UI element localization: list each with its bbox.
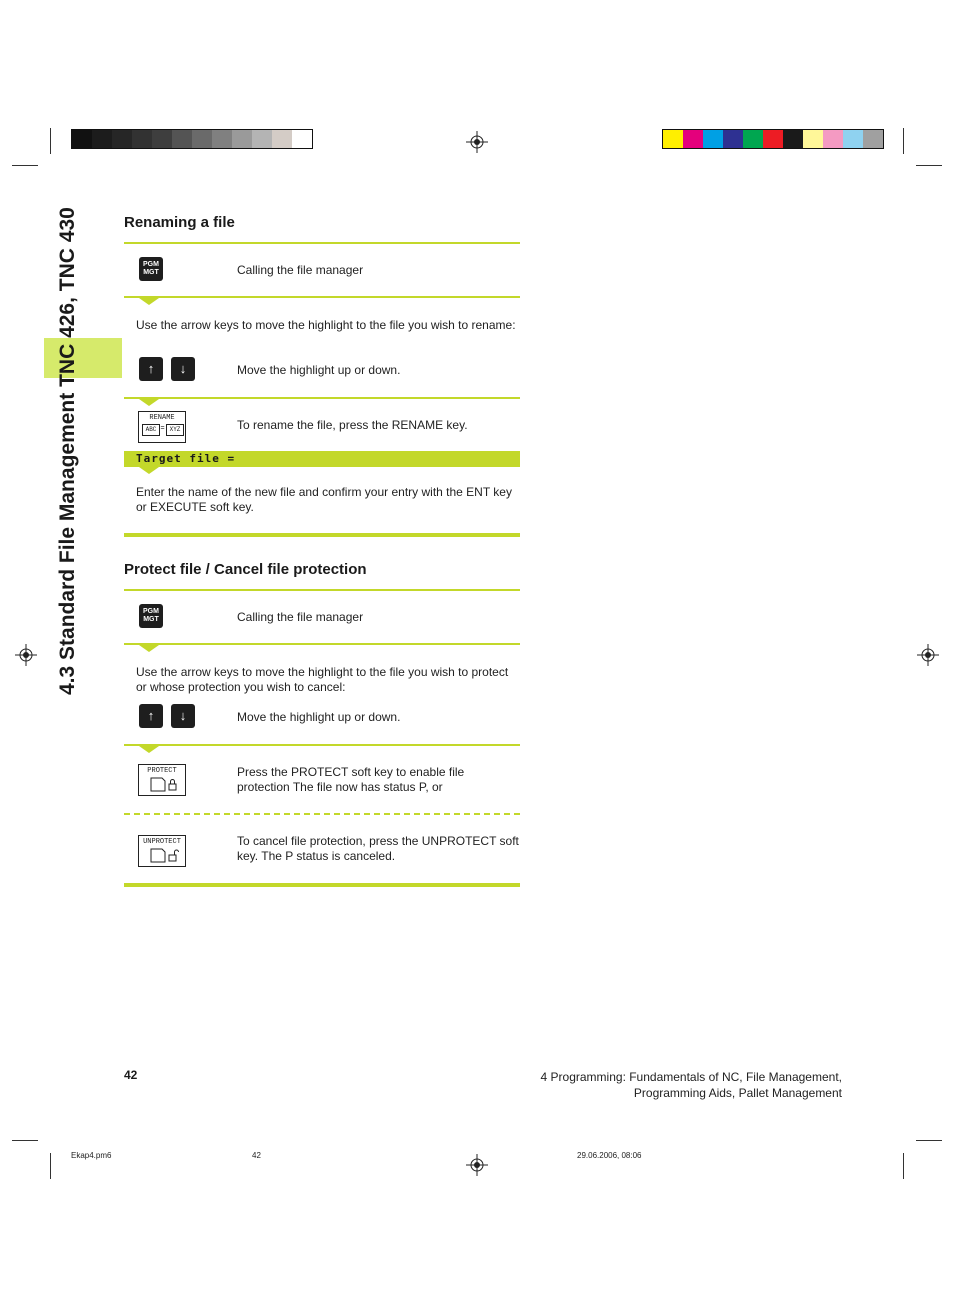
slug-filename: Ekap4.pm6 (71, 1151, 112, 1160)
crop-mark (12, 165, 38, 166)
gray-swatch (192, 130, 212, 148)
rename-softkey (138, 411, 186, 443)
section-end-rule (124, 533, 520, 537)
section-end-rule (124, 883, 520, 887)
arrow-up-icon: ↑ (147, 708, 155, 723)
divider (124, 397, 520, 399)
color-swatch (723, 130, 743, 148)
protect-softkey (138, 764, 186, 796)
running-title: 4.3 Standard File Management TNC 426, TNC 430 (56, 207, 79, 695)
crop-mark (903, 1153, 904, 1179)
color-swatch (743, 130, 763, 148)
slug-timestamp: 29.06.2006, 08:06 (577, 1151, 642, 1160)
dashed-divider (124, 813, 520, 815)
gray-swatch (172, 130, 192, 148)
unprotect-softkey (138, 835, 186, 867)
color-calibration-bar (662, 129, 884, 149)
color-swatch (863, 130, 883, 148)
arrow-down-icon: ↓ (179, 708, 187, 723)
arrow-down-key (171, 704, 195, 728)
gray-swatch (272, 130, 292, 148)
color-swatch (803, 130, 823, 148)
locked-file-icon (149, 776, 179, 792)
divider (124, 643, 520, 645)
key-label: PGM (143, 261, 159, 268)
crop-mark (903, 128, 904, 154)
step-text: Use the arrow keys to move the highlight to the file you wish to rename: (136, 318, 516, 332)
registration-mark-icon (466, 131, 488, 153)
chapter-footer-line: 4 Programming: Fundamentals of NC, File Management, (540, 1070, 842, 1084)
color-swatch (783, 130, 803, 148)
color-swatch (843, 130, 863, 148)
dialog-prompt: Target file = (136, 452, 236, 465)
step-text: Move the highlight up or down. (237, 710, 401, 724)
grayscale-calibration-bar (71, 129, 313, 149)
color-swatch (763, 130, 783, 148)
step-notch (139, 467, 159, 474)
page-number: 42 (124, 1068, 138, 1082)
divider (124, 296, 520, 298)
section-title-renaming: Renaming a file (124, 214, 235, 231)
step-notch (139, 298, 159, 305)
step-text: Calling the file manager (237, 263, 364, 277)
step-text: Calling the file manager (237, 610, 364, 624)
gray-swatch (92, 130, 112, 148)
gray-swatch (112, 130, 132, 148)
step-text: Move the highlight up or down. (237, 363, 401, 377)
key-label: PGM (143, 608, 159, 615)
softkey-label: RENAME (149, 414, 175, 422)
arrow-down-key (171, 357, 195, 381)
gray-swatch (292, 130, 312, 148)
gray-swatch (252, 130, 272, 148)
registration-mark-icon (917, 644, 939, 666)
key-label: MGT (143, 616, 159, 623)
slug-page: 42 (252, 1151, 261, 1160)
softkey-box-to: XYZ (166, 424, 184, 436)
pgm-mgt-key (139, 257, 163, 281)
step-text: Use the arrow keys to move the highlight to the file you wish to protect or whose protection you wish to cancel: (136, 665, 509, 694)
gray-swatch (232, 130, 252, 148)
step-notch (139, 645, 159, 652)
gray-swatch (72, 130, 92, 148)
crop-mark (916, 1140, 942, 1141)
color-swatch (683, 130, 703, 148)
pgm-mgt-key (139, 604, 163, 628)
color-swatch (823, 130, 843, 148)
step-notch (139, 399, 159, 406)
crop-mark (916, 165, 942, 166)
step-text: Press the PROTECT soft key to enable file protection The file now has status P, or (237, 765, 465, 794)
gray-swatch (212, 130, 232, 148)
section-title-protect: Protect file / Cancel file protection (124, 561, 367, 578)
crop-mark (12, 1140, 38, 1141)
divider (124, 744, 520, 746)
color-swatch (703, 130, 723, 148)
arrow-up-key (139, 704, 163, 728)
divider (124, 589, 520, 591)
arrow-down-icon: ↓ (179, 361, 187, 376)
crop-mark (50, 128, 51, 154)
step-text: To cancel file protection, press the UNPROTECT soft key. The P status is canceled. (237, 834, 519, 863)
chapter-footer-line: Programming Aids, Pallet Management (633, 1086, 842, 1100)
arrow-up-key (139, 357, 163, 381)
dialog-prompt-bar (124, 451, 520, 467)
registration-mark-icon (466, 1154, 488, 1176)
key-label: MGT (143, 269, 159, 276)
color-swatch (663, 130, 683, 148)
softkey-label: UNPROTECT (143, 838, 181, 846)
softkey-arrow: = (160, 425, 165, 432)
arrow-up-icon: ↑ (147, 361, 155, 376)
step-text: To rename the file, press the RENAME key. (237, 418, 468, 432)
chapter-footer (541, 1069, 842, 1101)
gray-swatch (132, 130, 152, 148)
softkey-box-from: ABC (142, 424, 160, 436)
step-text: Enter the name of the new file and confirm your entry with the ENT key or EXECUTE soft key. (136, 485, 512, 514)
step-notch (139, 746, 159, 753)
softkey-label: PROTECT (147, 767, 177, 775)
crop-mark (50, 1153, 51, 1179)
registration-mark-icon (15, 644, 37, 666)
divider (124, 242, 520, 244)
unlocked-file-icon (149, 847, 179, 863)
gray-swatch (152, 130, 172, 148)
